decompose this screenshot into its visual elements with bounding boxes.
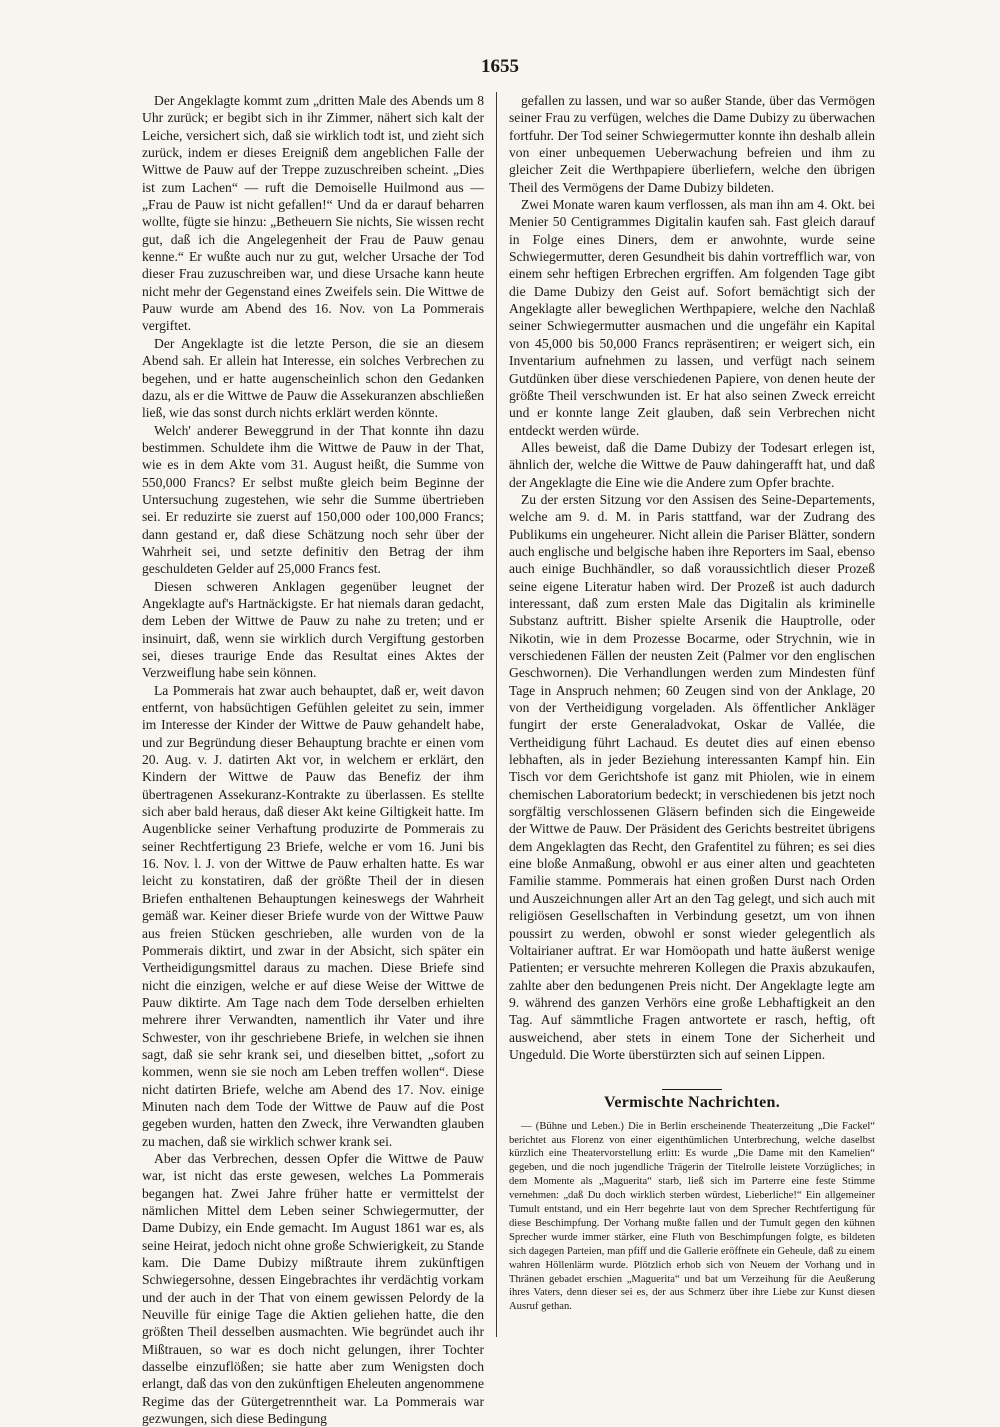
paragraph: Welch' anderer Beweggrund in der That konnte ihn dazu bestimmen. Schuldete ihm die Wittwe de Pauw in der That, wie es in dem Akte vom 31. August heißt, die Summe von 550,000 Francs? Er selbst mußte gleich beim Beginne der Untersuchung zugestehen, wie sehr die Summe übertrieben sei. Er reduzirte sie zuerst auf 150,000 oder 100,000 Francs; dann gestand er, daß diese Schätzung noch sehr über der Wahrheit sei, und setzte definitiv den Betrag der ihm geschuldeten Gelder auf 25,000 Francs fest. [142,422,484,577]
section-title-text: Vermischte Nachrichten. [603,1094,781,1112]
section-rule [662,1089,722,1090]
paragraph: Zu der ersten Sitzung vor den Assisen des Seine-Departements, welche am 9. d. M. in Paris stattfand, war der Zudrang des Publikums ein ungeheurer. Nicht allein die Pariser Blätter, sondern auch englische und belgische haben ihre Reporters im Saal, ebenso auch einige Buchhändler, so daß voraussichtlich dieser Prozeß seine eigene Literatur haben wird. Der Prozeß ist auch dadurch interessant, daß zum ersten Male das Digitalin als kriminelle Substanz auftritt. Bisher spielte Arsenik die Hauptrolle, oder Nikotin, wie in dem Prozesse Bocarme, oder Strychnin, wie in verschiedenen Fällen der neusten Zeit (Palmer vor den englischen Geschwornen). Die Verhandlungen werden zum Mindesten fünf Tage in Anspruch nehmen; 60 Zeugen sind von der Anklage, 20 von der Vertheidigung vorgeladen. Als öffentlicher Ankläger fungirt der erste Generaladvokat, Oskar de Vallée, die Vertheidigung führt Lachaud. Es deutet dies auf einen ebenso lebhaften, als in jeder Beziehung interessanten Kampf hin. Ein Tisch vor dem Gerichtshofe ist ganz mit Phiolen, wie in einem chemischen Laboratorium bedeckt; in verschiedenen bis jetzt noch sorgfältig verschlossenen Gläsern befinden sich die Eingeweide der Wittwe de Pauw. Der Präsident des Gerichts bestreitet übrigens dem Angeklagten das Recht, den Grafentitel zu führen; es sei dies eine bloße Anmaßung, obwohl er aus einer alten und geachteten Familie stamme. Pommerais hat einen großen Durst nach Orden und Auszeichnungen aller Art an den Tag gelegt, und sich auch mit religiösen Gesellschaften in Verbindung gesetzt, um von ihnen poussirt zu werden, obwohl er sonst wieder gelegentlich als Voltairianer auftrat. Er war Homöopath und hatte äußerst wenige Patienten; er versuchte mehreren Kollegen die Praxis abzukaufen, zahlte aber den bedungenen Preis nicht. Der Angeklagte legte am 9. während des ganzen Verhörs eine große Lebhaftigkeit an den Tag. Auf sämmtliche Fragen antwortete er rasch, heftig, oft ausweichend, aber stets in einem Tone der Sicherheit und Ungeduld. Die Worte überstürzten sich auf seinen Lippen. [509,491,875,1062]
paragraph: Der Angeklagte kommt zum „dritten Male des Abends um 8 Uhr zurück; er begibt sich in ihr Zimmer, nähert sich kalt der Leiche, versichert sich, daß sie wirklich todt ist, und zieht sich zurück, indem er dieses Ereigniß dem angeblichen Falle der Wittwe de Pauw auf der Treppe zuzuschreiben scheint. „Dies ist zum Lachen“ — ruft die Demoiselle Huilmond aus — „Frau de Pauw ist nicht gefallen!“ Und da er darauf beharren wollte, fügte sie hinzu: „Betheuern Sie nichts, Sie wissen recht gut, daß ich die Angelegenheit der Frau de Pauw genau kenne.“ Er wußte auch nur zu gut, welcher Ursache der Tod dieser Frau zuzuschreiben war, und diese Ursache kann heute nicht mehr der Gegenstand eines Zweifels sein. Die Wittwe de Pauw wurde am Abend des 16. Nov. von La Pommerais vergiftet. [142,93,484,334]
right-column [509,92,875,1337]
section-heading [509,1089,875,1111]
paragraph: Zwei Monate waren kaum verflossen, als man ihn am 4. Okt. bei Menier 50 Centigrammes Digitalin kaufen sah. Fast gleich darauf in Folge eines Diners, dem er anwohnte, wurde seine Schwiegermutter, deren Gesundheit bis dahin vortrefflich war, von einem sehr heftigen Erbrechen ergriffen. Am folgenden Tage gibt die Dame Dubizy den Geist auf. Sofort bemächtigt sich der Angeklagte aller beweglichen Werthpapiere, welche den Nachlaß seiner Schwiegermutter ausmachen und die ungefähr ein Kapital von 45,000 bis 50,000 Francs repräsentiren; er weigert sich, ein Inventarium aufnehmen zu lassen, und verfügt nach seinem Gutdünken über diese verschiedenen Papiere, von denen heute der größte Theil verschwunden ist. Er hat also seinen Zweck erreicht und er konnte lange Zeit glauben, daß sein Verbrechen nicht entdeckt werden würde. [509,197,875,438]
notice-paragraph: — (Bühne und Leben.) Die in Berlin erscheinende Theaterzeitung „Die Fackel“ berichtet aus Florenz von einer eigenthümlichen Unterbrechung, welche daselbst kürzlich eine Theatervorstellung erlitt: Es wurde „Die Dame mit den Kamelien“ gegeben, und die noch jugendliche Trägerin der Titelrolle leistete Vorzügliches; in dem Momente als „Maguerita“ starb, ließ sich im Parterre eine feste Stimme vernehmen: „daß Du doch wirklich sterben würdest, Lieberliche!“ Ein allgemeiner Tumult entstand, und ein Herr begehrte laut von dem Sprecher Rechtfertigung für diese Beschimpfung. Der Vorhang mußte fallen und der Tumult gegen den kühnen Sprecher wurde immer stärker, eine Fluth von Beschimpfungen folgte, es bildeten sich dagegen Parteien, man pfiff und die Gallerie eröffnete ein Geheule, daß zu einem wahren Höllenlärm wurde. Plötzlich erhob sich von Neuem der Vorhang und in Thränen gebadet erschien „Maguerita“ und bat um Verzeihung für die Aeußerung ihres Vaters, denn dieser sei es, der aus Schmerz über ihre Liebe zur Kunst diesen Ausruf gethan. [509,1120,875,1313]
paragraph: La Pommerais hat zwar auch behauptet, daß er, weit davon entfernt, von habsüchtigen Gefühlen geleitet zu sein, immer im Interesse der Kinder der Wittwe de Pauw gehandelt habe, und zur Begründung dieser Behauptung brachte er einen vom 20. Aug. v. J. datirten Akt vor, in welchem er erklärt, den Kindern der Wittwe de Pauw das Benefiz der ihm übertragenen Assekuranz-Kontrakte zu überlassen. Es stellte sich aber bald heraus, daß dieser Akt keine Giltigkeit hatte. Im Augenblicke seiner Verhaftung produzirte de Pommerais zu seiner Rechtfertigung 23 Briefe, welche er vom 16. Juni bis 16. Nov. l. J. von der Wittwe de Pauw erhalten hatte. Es war leicht zu konstatiren, daß der größte Theil der in diesen Briefen enthaltenen Behauptungen keineswegs der Wahrheit gemäß war. Keiner dieser Briefe wurde von der Wittwe Pauw aus freien Stücken geschrieben, alle wurden von de la Pommerais diktirt, und zwar in der Absicht, sich später ein Vertheidigungsmittel daraus zu machen. Diese Briefe sind nicht die einzigen, welche er auf diese Weise der Wittwe de Pauw diktirte. Am Tage nach dem Tode derselben erhielten mehrere ihrer Verwandten, namentlich ihr Vater und ihre Schwester, von ihr geschriebene Briefe, in welchen sie ihnen sagt, daß sie sehr krank sei, und dieselben bittet, „sofort zu kommen, wenn sie sie noch am Leben treffen wollen“. Diese nicht datirten Briefe, welche am Abend des 17. Nov. einige Minuten nach dem Tode der Wittwe de Pauw auf die Post gegeben wurden, hatten den Zweck, ihre Verwandten glauben zu machen, daß sie wirklich schwer krank sei. [142,682,484,1149]
paragraph: Der Angeklagte ist die letzte Person, die sie an diesem Abend sah. Er allein hat Interesse, ein solches Verbrechen zu begehen, und er hatte augenscheinlich schon den Gedanken dazu, als er die Wittwe de Pauw die Assekuranzen abschließen ließ, wie das sonst durch nichts erklärt werden könnte. [142,335,484,421]
paragraph: Diesen schweren Anklagen gegenüber leugnet der Angeklagte auf's Hartnäckigste. Er hat niemals daran gedacht, dem Leben der Wittwe de Pauw zu nahe zu treten; und er insinuirt, daß, wenn sie wirklich durch Vergiftung gestorben sei, dieses traurige Ende das Resultat eines Aktes der Verzweiflung habe sein können. [142,578,484,681]
left-column [142,92,485,1427]
paragraph: Aber das Verbrechen, dessen Opfer die Wittwe de Pauw war, ist nicht das erste gewesen, welches La Pommerais begangen hat. Zwei Jahre früher hatte er vermittelst der nämlichen Mittel dem Leben seiner Schwiegermutter, der Dame Dubizy, ein Ende gemacht. Im August 1861 war es, als seine Heirat, jedoch nicht ohne große Schwierigkeit, zu Stande kam. Die Dame Dubizy mißtraute ihrem zukünftigen Schwiegersohne, dessen Eingebrachtes ihr verdächtig vorkam und der auch in der That von einem gewissen Pelordy de la Neuville für einige Tage die Aktien geliehen hatte, die den größten Theil desselben ausmachten. Wie begründet auch ihr Mißtrauen, so war es doch nicht gelungen, ihrer Tochter dasselbe einzuflößen; sie hatte aber zum Wenigsten doch erlangt, daß das von den zukünftigen Eheleuten angenommene Regime das der Gütergetrenntheit war. La Pommerais war gezwungen, sich diese Bedingung [142,1150,485,1427]
paragraph: Alles beweist, daß die Dame Dubizy der Todesart erlegen ist, ähnlich der, welche die Wittwe de Pauw dahingerafft hat, und daß der Angeklagte die Eine wie die Andere zum Opfer brachte. [509,439,875,490]
paragraph: gefallen zu lassen, und war so außer Stande, über das Vermögen seiner Frau zu verfügen, welches die Dame Dubizy zu überwachen fortfuhr. Der Tod seiner Schwiegermutter konnte ihn deshalb allein von einer unbequemen Ueberwachung befreien und ihm zu gleicher Zeit die Werthpapiere überliefern, welche den übrigen Theil des Vermögens der Dame Dubizy bildeten. [509,93,875,195]
page-number: 1655 [481,56,519,77]
column-divider [496,92,497,1337]
